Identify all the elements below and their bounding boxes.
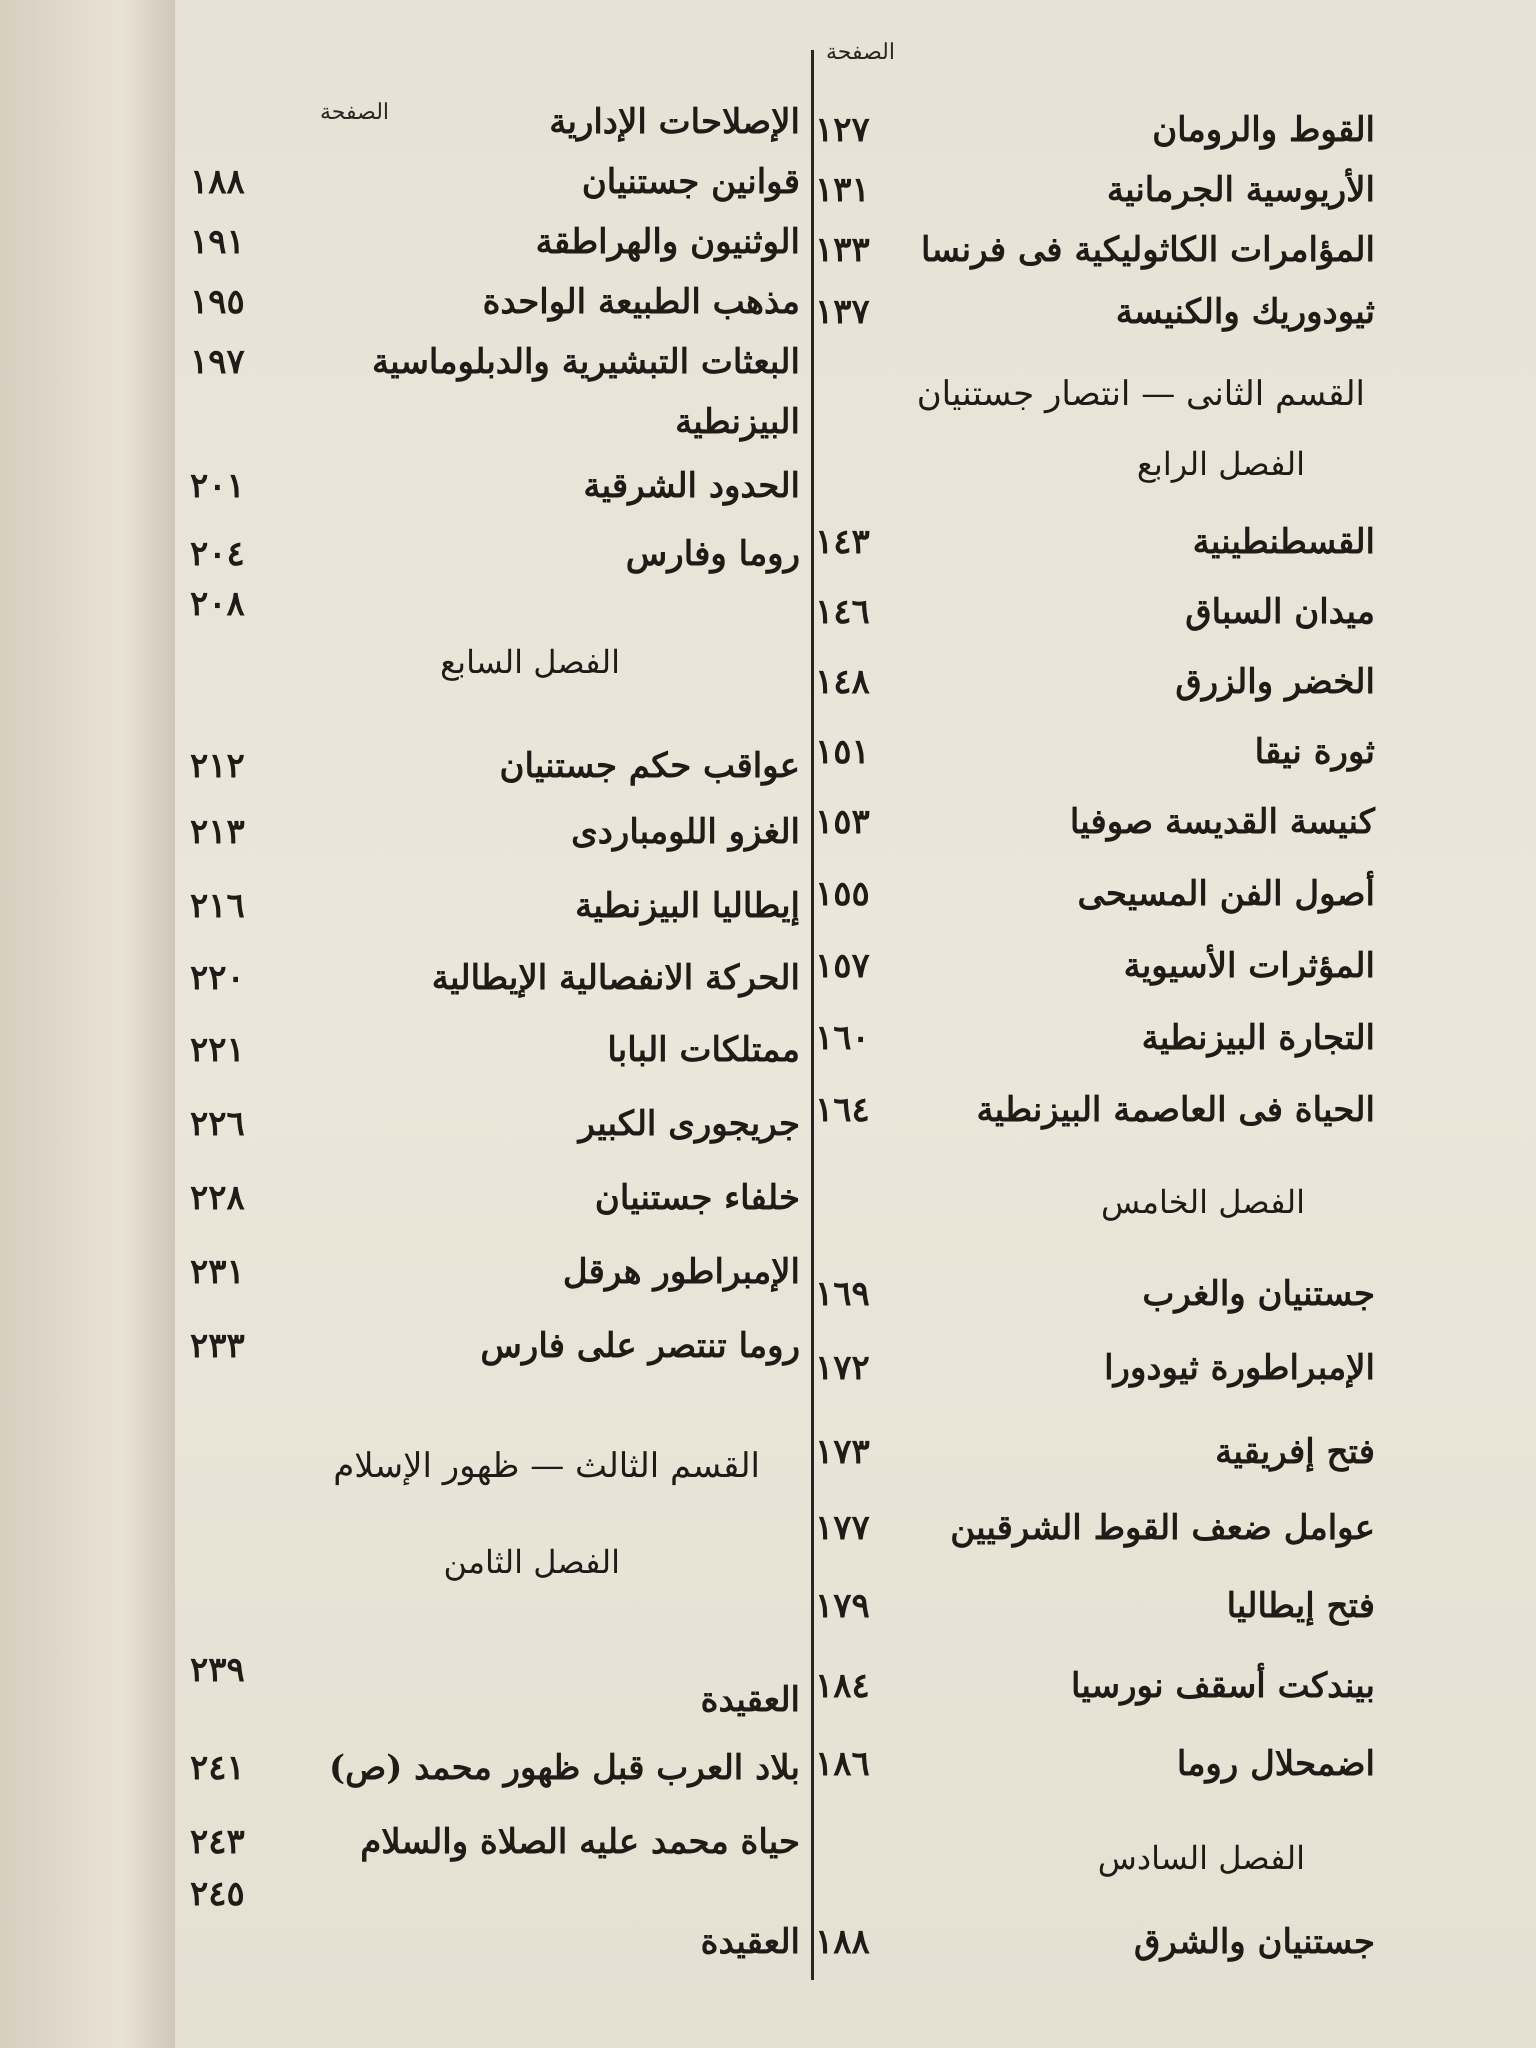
- toc-entry: [190, 464, 800, 508]
- toc-entry: [190, 280, 800, 324]
- toc-entry: [190, 744, 800, 788]
- chapter-heading: الفصل الخامس: [1101, 1183, 1305, 1221]
- toc-entry-title: خلفاء جستنيان: [594, 1178, 800, 1218]
- toc-entry-title: مذهب الطبيعة الواحدة: [482, 282, 800, 322]
- toc-entry-page: ١٥٥: [815, 874, 870, 914]
- toc-entry: [815, 800, 1375, 844]
- toc-entry-page: ٢٠١: [190, 466, 245, 506]
- chapter-heading: الفصل الثامن: [443, 1543, 620, 1581]
- toc-entry-page: ٢٢١: [190, 1030, 245, 1070]
- toc-entry-page: ٢٢٦: [190, 1104, 245, 1144]
- toc-entry: [190, 1746, 800, 1790]
- toc-entry-title: كنيسة القديسة صوفيا: [1069, 802, 1375, 842]
- toc-entry-title: الغزو اللومباردى: [571, 812, 800, 852]
- toc-entry: [190, 1250, 800, 1294]
- toc-entry: [815, 1430, 1375, 1474]
- toc-entry-page: ١٦٠: [815, 1018, 870, 1058]
- toc-left-column: [190, 0, 800, 2048]
- toc-entry-title: فتح إفريقية: [1215, 1432, 1375, 1472]
- toc-entry-title: التجارة البيزنطية: [1141, 1018, 1375, 1058]
- toc-entry-title: جستنيان والغرب: [1142, 1274, 1375, 1314]
- toc-entry: [815, 590, 1375, 634]
- toc-entry: [190, 884, 800, 928]
- toc-entry: [190, 160, 800, 204]
- chapter-heading: الفصل السادس: [1097, 1839, 1305, 1877]
- toc-entry: [190, 340, 800, 384]
- toc-entry-page: ١٩١: [190, 222, 245, 262]
- part-heading: القسم الثانى — انتصار جستنيان: [916, 374, 1365, 414]
- toc-entry: [190, 582, 800, 626]
- toc-entry-title: جستنيان والشرق: [1134, 1922, 1375, 1962]
- toc-entry: [815, 1664, 1375, 1708]
- toc-entry-page: ١٨٤: [815, 1666, 870, 1706]
- toc-entry: [190, 1820, 800, 1864]
- toc-entry-title: الإصلاحات الإدارية: [549, 102, 800, 142]
- toc-entry-title: ميدان السباق: [1185, 592, 1375, 632]
- toc-entry: [190, 532, 800, 576]
- toc-entry: [190, 220, 800, 264]
- toc-entry-title: المؤثرات الأسيوية: [1123, 946, 1375, 986]
- toc-right-column: [815, 0, 1375, 2048]
- toc-entry-page: ٢١٣: [190, 812, 245, 852]
- toc-entry-page: ٢٣٣: [190, 1326, 245, 1366]
- toc-entry-title: الحركة الانفصالية الإيطالية: [431, 958, 800, 998]
- toc-entry-page: ١٧٣: [815, 1432, 870, 1472]
- toc-entry-title: الخضر والزرق: [1175, 662, 1375, 702]
- toc-entry-page: ٢٤٣: [190, 1822, 245, 1862]
- toc-entry: [815, 1346, 1375, 1390]
- toc-entry-title: القسطنطينية: [1192, 522, 1375, 562]
- toc-entry-title: روما تنتصر على فارس: [480, 1326, 800, 1366]
- page-column-header: الصفحة: [825, 40, 895, 65]
- toc-entry-page: ٢٢٠: [190, 958, 245, 998]
- toc-entry-title: الحياة فى العاصمة البيزنطية: [976, 1090, 1375, 1130]
- toc-entry: [815, 228, 1375, 272]
- toc-entry-page: ١٧٢: [815, 1348, 870, 1388]
- toc-entry: [815, 944, 1375, 988]
- toc-entry-title: الوثنيون والهراطقة: [535, 222, 800, 262]
- toc-entry: [190, 400, 800, 444]
- toc-entry-title: روما وفارس: [625, 534, 800, 574]
- toc-entry-title: الإمبراطور هرقل: [562, 1252, 800, 1292]
- toc-entry-title: جريجورى الكبير: [578, 1104, 800, 1144]
- toc-entry: [815, 1742, 1375, 1786]
- toc-entry: [815, 1920, 1375, 1964]
- toc-entry-title: ممتلكات البابا: [607, 1030, 800, 1070]
- toc-entry-page: ١٤٦: [815, 592, 870, 632]
- toc-entry-title: القوط والرومان: [1152, 110, 1375, 150]
- toc-entry-page: ٢١٢: [190, 746, 245, 786]
- toc-entry-title: العقيدة: [700, 1922, 800, 1962]
- toc-entry: [815, 660, 1375, 704]
- toc-entry: [815, 1272, 1375, 1316]
- toc-entry: [815, 1584, 1375, 1628]
- toc-entry-title: البعثات التبشيرية والدبلوماسية: [371, 342, 800, 382]
- chapter-heading: الفصل الرابع: [1136, 445, 1305, 483]
- toc-entry-title: اضمحلال روما: [1176, 1744, 1375, 1784]
- column-divider: [811, 50, 814, 1980]
- toc-entry: [815, 1088, 1375, 1132]
- toc-entry-title: العقيدة: [700, 1680, 800, 1720]
- toc-entry-title: ثورة نيقا: [1254, 732, 1375, 772]
- toc-entry: [815, 520, 1375, 564]
- toc-entry-title: الحدود الشرقية: [583, 466, 800, 506]
- toc-entry: [190, 1324, 800, 1368]
- toc-entry: [190, 1028, 800, 1072]
- toc-entry: [190, 1920, 800, 1964]
- page-column-header: الصفحة: [320, 100, 390, 125]
- toc-entry-page: ١٦٩: [815, 1274, 870, 1314]
- toc-entry-title: الإمبراطورة ثيودورا: [1104, 1348, 1375, 1388]
- toc-entry-page: ١٨٦: [815, 1744, 870, 1784]
- toc-entry-page: ٢١٦: [190, 886, 245, 926]
- toc-entry-page: ٢٢٨: [190, 1178, 245, 1218]
- toc-entry: [815, 1506, 1375, 1550]
- toc-entry-page: ١٥٧: [815, 946, 870, 986]
- toc-entry: [815, 1016, 1375, 1060]
- toc-entry-title: أصول الفن المسيحى: [1077, 874, 1375, 914]
- toc-entry-page: ١٨٨: [190, 162, 245, 202]
- toc-entry: [815, 872, 1375, 916]
- toc-entry-page: ٢٠٤: [190, 534, 245, 574]
- toc-entry-page: ١٣٧: [815, 292, 870, 332]
- toc-entry-title: قوانين جستنيان: [581, 162, 800, 202]
- toc-entry-title: فتح إيطاليا: [1226, 1586, 1375, 1626]
- toc-entry-page: ١٩٥: [190, 282, 245, 322]
- toc-entry-page: ١٩٧: [190, 342, 245, 382]
- toc-entry: [190, 100, 800, 144]
- toc-entry: [815, 290, 1375, 334]
- toc-entry-page: ٢٣١: [190, 1252, 245, 1292]
- toc-entry-title: بيندكت أسقف نورسيا: [1071, 1666, 1375, 1706]
- toc-entry-title: ثيودوريك والكنيسة: [1115, 292, 1375, 332]
- facing-page-edge: [0, 0, 175, 2048]
- toc-entry-title: حياة محمد عليه الصلاة والسلام: [360, 1822, 800, 1862]
- toc-entry-page: ١٥٣: [815, 802, 870, 842]
- toc-entry: [190, 1678, 800, 1722]
- toc-entry: [190, 810, 800, 854]
- toc-entry: [190, 1872, 800, 1916]
- toc-entry-page: ١٣٣: [815, 230, 870, 270]
- toc-entry-page: ١٢٧: [815, 110, 870, 150]
- toc-entry: [815, 108, 1375, 152]
- toc-entry: [190, 956, 800, 1000]
- toc-entry: [815, 730, 1375, 774]
- toc-entry-page: ١٤٣: [815, 522, 870, 562]
- toc-entry-page: ١٣١: [815, 170, 870, 210]
- toc-entry-title: الأريوسية الجرمانية: [1106, 170, 1375, 210]
- toc-entry-page: ١٨٨: [815, 1922, 870, 1962]
- toc-entry-title: البيزنطية: [675, 402, 800, 442]
- toc-entry-title: المؤامرات الكاثوليكية فى فرنسا: [920, 230, 1375, 270]
- toc-entry-title: بلاد العرب قبل ظهور محمد (ص): [329, 1748, 800, 1788]
- toc-entry-page: ١٤٨: [815, 662, 870, 702]
- toc-entry-page: ١٥١: [815, 732, 870, 772]
- toc-entry-page: ٢٣٩: [190, 1650, 245, 1690]
- toc-entry-title: عوامل ضعف القوط الشرقيين: [950, 1508, 1375, 1548]
- toc-entry-page: ١٧٧: [815, 1508, 870, 1548]
- toc-entry-page: ٢٤١: [190, 1748, 245, 1788]
- part-heading: القسم الثالث — ظهور الإسلام: [333, 1446, 760, 1486]
- toc-entry-page: ٢٠٨: [190, 584, 245, 624]
- chapter-heading: الفصل السابع: [440, 643, 620, 681]
- toc-entry-title: إيطاليا البيزنطية: [575, 886, 800, 926]
- toc-entry: [815, 168, 1375, 212]
- toc-entry-page: ١٧٩: [815, 1586, 870, 1626]
- toc-entry-title: عواقب حكم جستنيان: [499, 746, 800, 786]
- toc-entry-page: ١٦٤: [815, 1090, 870, 1130]
- toc-entry: [190, 1102, 800, 1146]
- toc-entry: [190, 1176, 800, 1220]
- toc-entry-page: ٢٤٥: [190, 1874, 245, 1914]
